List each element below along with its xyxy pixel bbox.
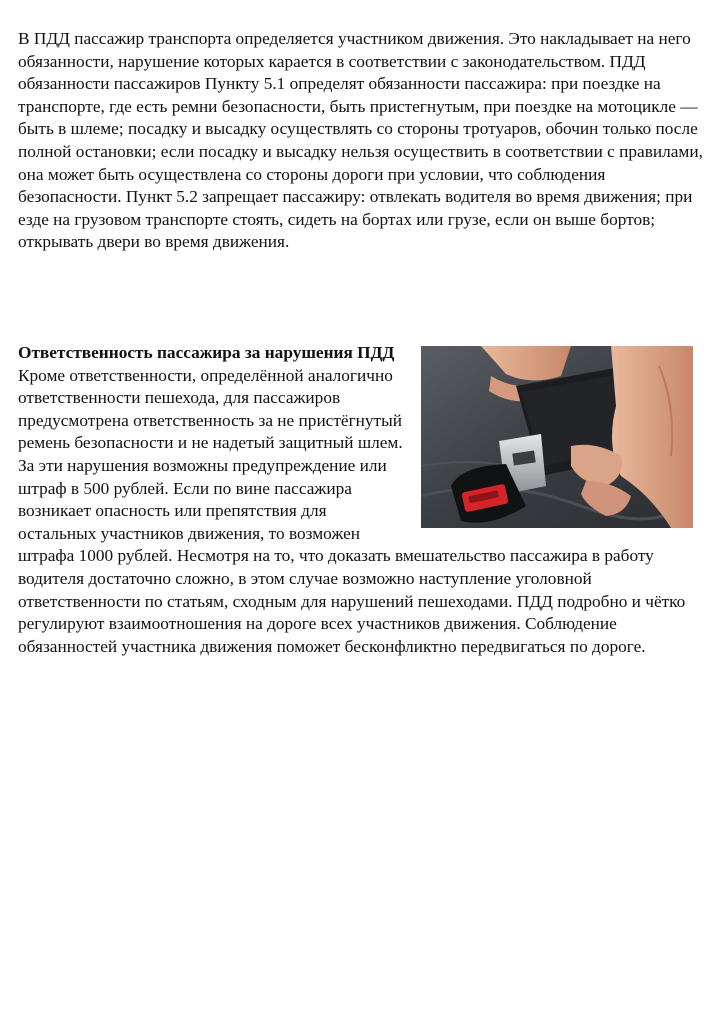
responsibility-section <box>18 342 708 658</box>
intro-paragraph: В ПДД пассажир транспорта определяется участником движения. Это накладывает на него обязанности, нарушение которых карается в соответствии с законодательством. ПДД обязанности пассажиров Пункту 5.1 определят обязанности пассажира: при поездке на транспорте, где есть ремни безопасности, быть пристегнутым, при поездке на мотоцикле — быть в шлеме; посадку и высадку осуществлять со стороны тротуаров, обочин только после полной остановки; если посадку и высадку нельзя осуществить в соответствии с правилами, она может быть осуществлена со стороны дороги при условии, что соблюдения безопасности. Пункт 5.2 запрещает пассажиру: отвлекать водителя во время движения; при езде на грузовом транспорте стоять, сидеть на бортах или грузе, если он выше бортов; открывать двери во время движения. <box>18 29 703 252</box>
section-body: Кроме ответственности, определённой аналогично ответственности пешехода, для пассажиров предусмотрена ответственность за не пристёгнутый ремень безопасности и не надетый защитный шлем. За эти нарушения возможны предупреждение или штраф в 500 рублей. Если по вине пассажира возникает опасность или препятствия для остальных участников движения, то возможен штрафа 1000 рублей. Несмотря на то, что доказать вмешательство пассажира в работу водителя достаточно сложно, в этом случае возможно наступление уголовной ответственности по статьям, сходным для нарушений пешеходами. ПДД подробно и чётко регулируют взаимоотношения на дороге всех участников движения. Соблюдение обязанностей участника движения поможет бесконфликтно передвигаться по дороге. <box>18 365 686 656</box>
seatbelt-buckle-photo <box>421 346 693 528</box>
section-heading: Ответственность пассажира за нарушения ПДД <box>18 343 395 362</box>
document-page <box>18 28 708 254</box>
seatbelt-photo-illustration <box>421 346 693 528</box>
